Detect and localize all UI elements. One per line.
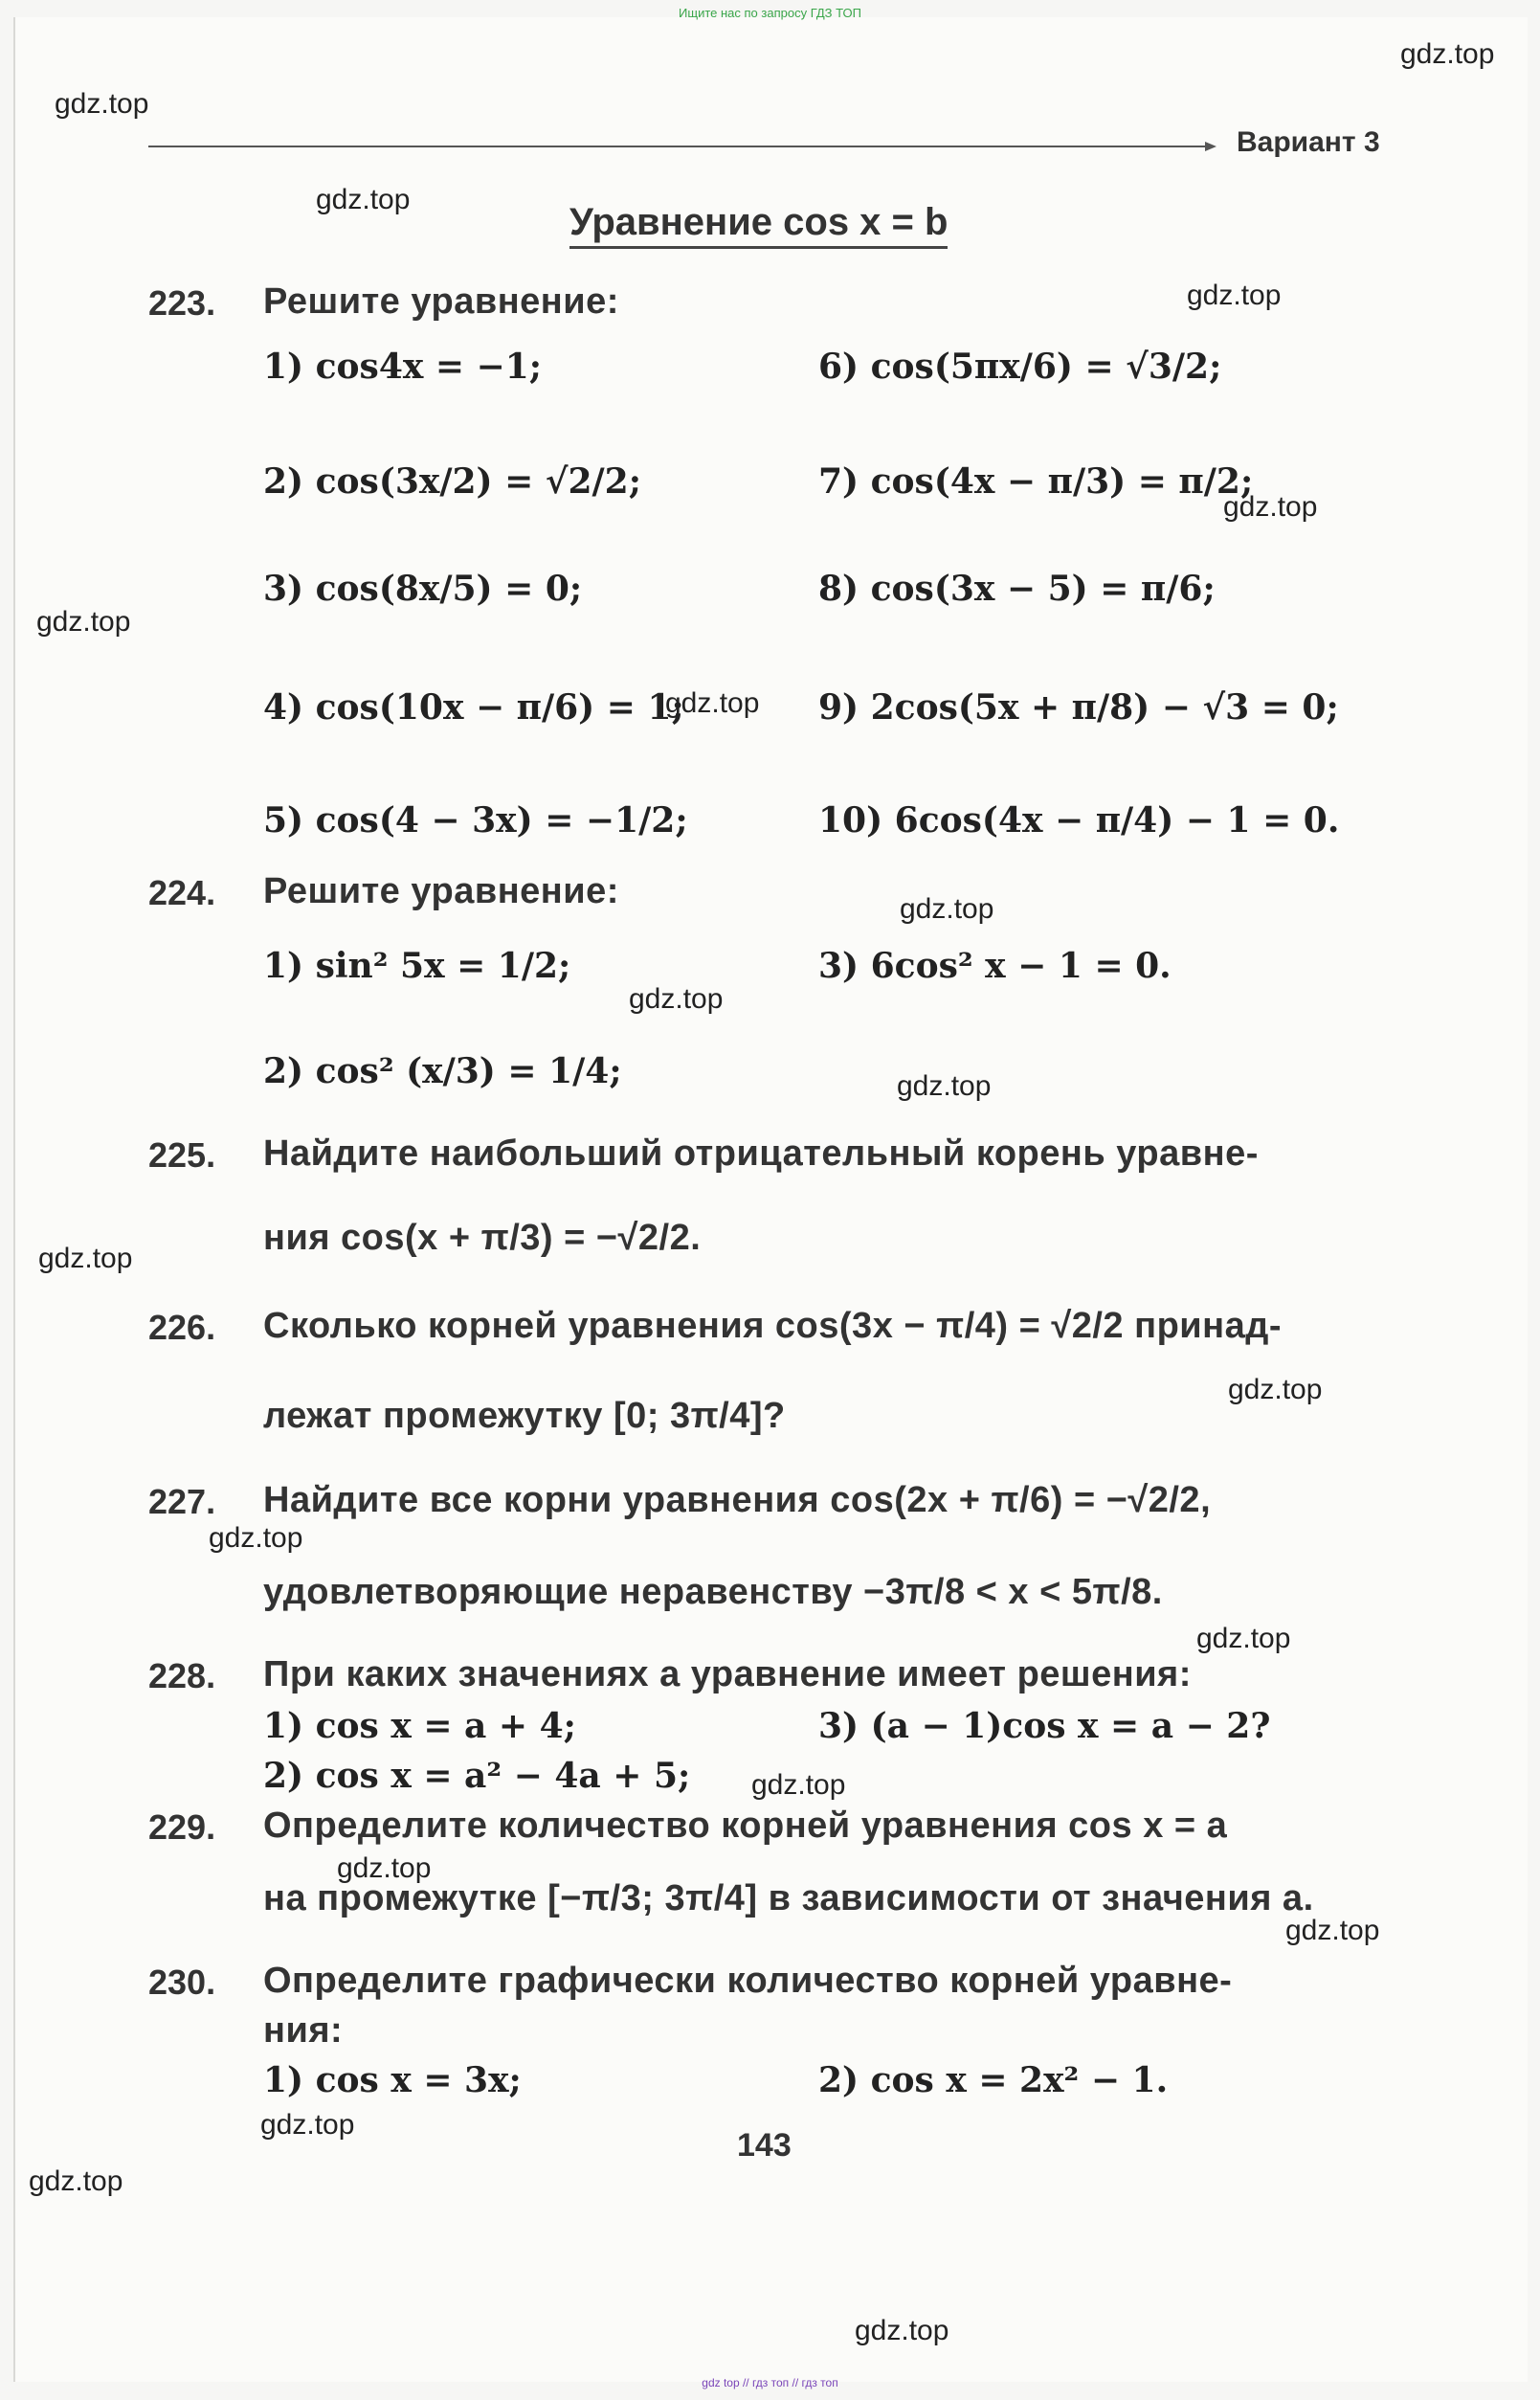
problem-number: 225. xyxy=(148,1135,216,1175)
problem-text: Решите уравнение: xyxy=(263,871,619,911)
watermark: gdz.top xyxy=(337,1852,432,1884)
problem-item: 2) cos x = 2x² − 1. xyxy=(818,2060,1169,2100)
top-banner: Ищите нас по запросу ГДЗ ТОП xyxy=(679,6,861,20)
problem-item: 5) cos(4 − 3x) = −1/2; xyxy=(263,800,688,841)
problem-number: 228. xyxy=(148,1656,216,1695)
watermark: gdz.top xyxy=(665,687,760,719)
problem-text: Определите графически количество корней уравне- xyxy=(263,1961,1233,2001)
problem-number: 229. xyxy=(148,1807,216,1847)
watermark: gdz.top xyxy=(897,1070,992,1102)
watermark: gdz.top xyxy=(1285,1915,1380,1946)
problem-text: Найдите наибольший отрицательный корень уравне- xyxy=(263,1133,1259,1174)
problem-item: 6) cos(5πx/6) = √3/2; xyxy=(818,347,1222,387)
watermark: gdz.top xyxy=(855,2315,949,2346)
watermark: gdz.top xyxy=(1228,1374,1323,1405)
watermark: gdz.top xyxy=(1223,491,1318,523)
watermark: gdz.top xyxy=(1196,1623,1291,1654)
problem-number: 230. xyxy=(148,1963,216,2002)
watermark: gdz.top xyxy=(751,1769,846,1801)
problem-text: Определите количество корней уравнения cos x = a xyxy=(263,1806,1228,1846)
problem-item: 9) 2cos(5x + π/8) − √3 = 0; xyxy=(818,687,1339,728)
problem-text-cont: ния: xyxy=(263,2010,344,2051)
section-title: Уравнение cos x = b xyxy=(569,201,948,249)
problem-item: 1) cos4x = −1; xyxy=(263,347,543,387)
problem-item: 3) 6cos² x − 1 = 0. xyxy=(818,946,1172,986)
problem-item: 2) cos x = a² − 4a + 5; xyxy=(263,1756,691,1796)
bottom-banner: gdz top // гдз топ // гдз топ xyxy=(702,2376,838,2389)
problem-item: 2) cos² (x/3) = 1/4; xyxy=(263,1051,622,1091)
watermark: gdz.top xyxy=(29,2165,123,2197)
problem-number: 227. xyxy=(148,1482,216,1521)
watermark: gdz.top xyxy=(629,983,724,1015)
problem-text: При каких значениях a уравнение имеет решения: xyxy=(263,1654,1192,1694)
page-sheet xyxy=(13,17,1528,2382)
watermark: gdz.top xyxy=(316,184,411,215)
problem-text-cont: лежат промежутку [0; 3π/4]? xyxy=(263,1396,786,1436)
problem-text: Найдите все корни уравнения cos(2x + π/6) = −√2/2, xyxy=(263,1480,1212,1520)
watermark: gdz.top xyxy=(36,606,131,638)
problem-item: 1) cos x = a + 4; xyxy=(263,1706,576,1746)
variant-label: Вариант 3 xyxy=(1237,126,1380,158)
problem-item: 3) (a − 1)cos x = a − 2? xyxy=(818,1706,1271,1746)
problem-number: 226. xyxy=(148,1308,216,1347)
watermark: gdz.top xyxy=(209,1522,303,1554)
problem-item: 10) 6cos(4x − π/4) − 1 = 0. xyxy=(818,800,1340,841)
watermark: gdz.top xyxy=(900,893,994,925)
problem-number: 224. xyxy=(148,873,216,912)
watermark: gdz.top xyxy=(1187,280,1282,311)
problem-text: Сколько корней уравнения cos(3x − π/4) = √2/2 принад- xyxy=(263,1306,1283,1346)
problem-item: 7) cos(4x − π/3) = π/2; xyxy=(818,461,1254,502)
problem-text: Решите уравнение: xyxy=(263,281,619,322)
problem-item: 8) cos(3x − 5) = π/6; xyxy=(818,569,1216,609)
problem-text-cont: ния cos(x + π/3) = −√2/2. xyxy=(263,1218,702,1258)
problem-item: 3) cos(8x/5) = 0; xyxy=(263,569,583,609)
watermark: gdz.top xyxy=(260,2109,355,2141)
watermark: gdz.top xyxy=(38,1243,133,1274)
watermark: gdz.top xyxy=(55,88,149,120)
problem-item: 1) cos x = 3x; xyxy=(263,2060,522,2100)
header-rule xyxy=(148,146,1211,147)
problem-text-cont: удовлетворяющие неравенству −3π/8 < x < 5π/8. xyxy=(263,1572,1163,1612)
problem-item: 1) sin² 5x = 1/2; xyxy=(263,946,571,986)
problem-item: 2) cos(3x/2) = √2/2; xyxy=(263,461,642,502)
watermark: gdz.top xyxy=(1400,38,1495,70)
problem-number: 223. xyxy=(148,283,216,323)
page-number: 143 xyxy=(737,2127,792,2164)
problem-text-cont: на промежутке [−π/3; 3π/4] в зависимости от значения a. xyxy=(263,1878,1314,1918)
problem-item: 4) cos(10x − π/6) = 1; xyxy=(263,687,684,728)
